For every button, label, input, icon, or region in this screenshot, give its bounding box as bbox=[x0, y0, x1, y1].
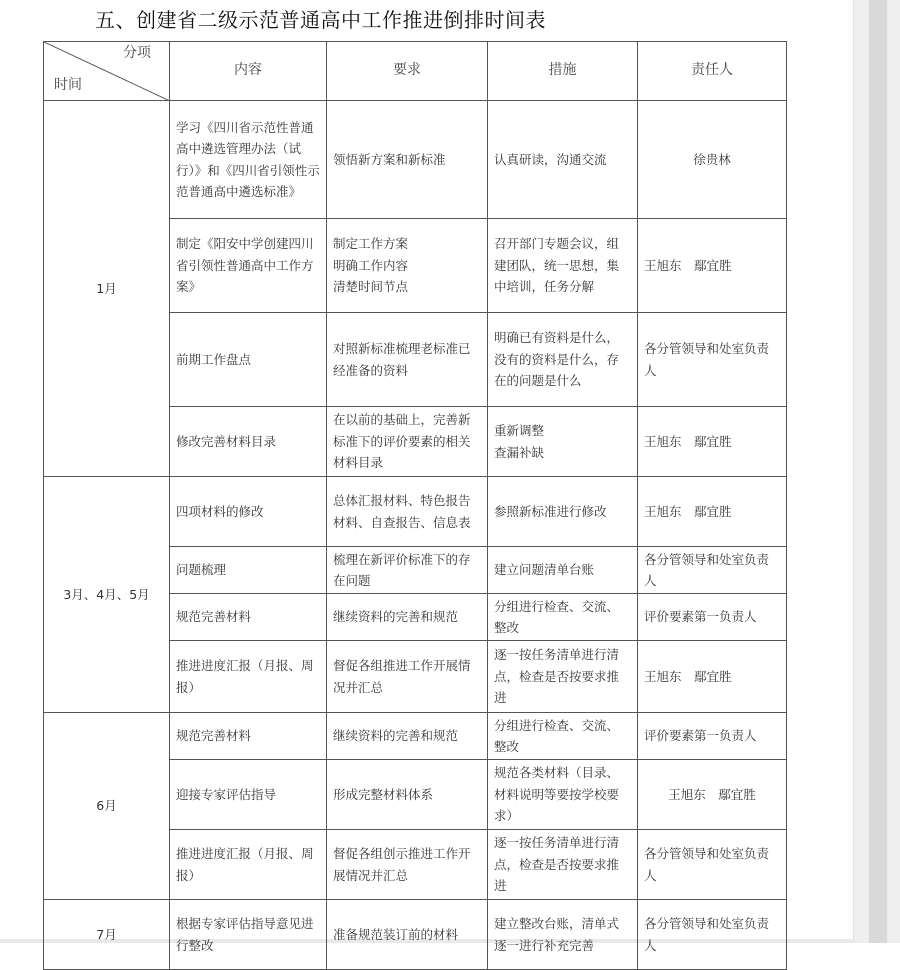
content-cell: 推进进度汇报（月报、周报） bbox=[170, 641, 327, 713]
requirement-cell: 制定工作方案 明确工作内容 清楚时间节点 bbox=[327, 219, 488, 313]
vertical-scrollbar[interactable] bbox=[853, 0, 900, 943]
measures-cell: 明确已有资料是什么，没有的资料是什么，存在的问题是什么 bbox=[488, 313, 638, 407]
requirement-cell: 总体汇报材料、特色报告材料、自查报告、信息表 bbox=[327, 477, 488, 547]
header-row bbox=[44, 42, 787, 101]
content-cell: 学习《四川省示范性普通高中遴选管理办法（试行）》和《四川省引领性示范普通高中遴选标准》 bbox=[170, 101, 327, 219]
content-cell: 前期工作盘点 bbox=[170, 313, 327, 407]
owner-cell: 各分管领导和处室负责人 bbox=[638, 900, 787, 970]
measures-cell: 建立问题清单台账 bbox=[488, 547, 638, 594]
header-owner: 责任人 bbox=[638, 42, 787, 101]
owner-cell: 王旭东 鄢宜胜 bbox=[638, 641, 787, 713]
month-cell: 3月、4月、5月 bbox=[44, 477, 170, 713]
content-cell: 根据专家评估指导意见进行整改 bbox=[170, 900, 327, 970]
owner-cell: 王旭东 鄢宜胜 bbox=[638, 477, 787, 547]
requirement-cell: 在以前的基础上，完善新标准下的评价要素的相关材料目录 bbox=[327, 407, 488, 477]
table-row bbox=[44, 900, 787, 970]
month-cell: 6月 bbox=[44, 713, 170, 900]
header-content: 内容 bbox=[170, 42, 327, 101]
requirement-cell: 对照新标准梳理老标准已经准备的资料 bbox=[327, 313, 488, 407]
measures-cell: 规范各类材料（目录、材料说明等要按学校要求） bbox=[488, 760, 638, 830]
owner-cell: 各分管领导和处室负责人 bbox=[638, 547, 787, 594]
owner-cell: 王旭东 鄢宜胜 bbox=[638, 407, 787, 477]
document-title: 五、创建省二级示范普通高中工作推进倒排时间表 bbox=[95, 8, 546, 32]
owner-cell: 王旭东 鄢宜胜 bbox=[638, 760, 787, 830]
owner-cell: 各分管领导和处室负责人 bbox=[638, 313, 787, 407]
owner-cell: 徐贵林 bbox=[638, 101, 787, 219]
table-row bbox=[44, 477, 787, 547]
measures-cell: 召开部门专题会议，组建团队，统一思想，集中培训，任务分解 bbox=[488, 219, 638, 313]
diagonal-header-cell bbox=[44, 42, 170, 101]
owner-cell: 评价要素第一负责人 bbox=[638, 594, 787, 641]
header-category-label: 分项 bbox=[123, 45, 151, 61]
measures-cell: 分组进行检查、交流、整改 bbox=[488, 713, 638, 760]
header-requirement: 要求 bbox=[327, 42, 488, 101]
measures-cell: 认真研读，沟通交流 bbox=[488, 101, 638, 219]
table-row bbox=[44, 101, 787, 219]
requirement-cell: 梳理在新评价标准下的存在问题 bbox=[327, 547, 488, 594]
schedule-table bbox=[43, 41, 787, 970]
content-cell: 迎接专家评估指导 bbox=[170, 760, 327, 830]
measures-cell: 逐一按任务清单进行清点，检查是否按要求推进 bbox=[488, 830, 638, 900]
requirement-cell: 督促各组推进工作开展情况并汇总 bbox=[327, 641, 488, 713]
requirement-cell: 继续资料的完善和规范 bbox=[327, 594, 488, 641]
requirement-cell: 形成完整材料体系 bbox=[327, 760, 488, 830]
content-cell: 规范完善材料 bbox=[170, 594, 327, 641]
content-cell: 规范完善材料 bbox=[170, 713, 327, 760]
requirement-cell: 继续资料的完善和规范 bbox=[327, 713, 488, 760]
content-cell: 推进进度汇报（月报、周报） bbox=[170, 830, 327, 900]
measures-cell: 参照新标准进行修改 bbox=[488, 477, 638, 547]
requirement-cell: 领悟新方案和新标准 bbox=[327, 101, 488, 219]
content-cell: 问题梳理 bbox=[170, 547, 327, 594]
measures-cell: 重新调整 查漏补缺 bbox=[488, 407, 638, 477]
month-cell: 7月 bbox=[44, 900, 170, 970]
table-row bbox=[44, 713, 787, 760]
measures-cell: 分组进行检查、交流、整改 bbox=[488, 594, 638, 641]
owner-cell: 各分管领导和处室负责人 bbox=[638, 830, 787, 900]
scrollbar-thumb[interactable] bbox=[869, 0, 887, 943]
requirement-cell: 准备规范装订前的材料 bbox=[327, 900, 488, 970]
content-cell: 四项材料的修改 bbox=[170, 477, 327, 547]
month-cell: 1月 bbox=[44, 101, 170, 477]
measures-cell: 逐一按任务清单进行清点，检查是否按要求推进 bbox=[488, 641, 638, 713]
requirement-cell: 督促各组创示推进工作开展情况并汇总 bbox=[327, 830, 488, 900]
owner-cell: 王旭东 鄢宜胜 bbox=[638, 219, 787, 313]
owner-cell: 评价要素第一负责人 bbox=[638, 713, 787, 760]
header-measures: 措施 bbox=[488, 42, 638, 101]
content-cell: 制定《阳安中学创建四川省引领性普通高中工作方案》 bbox=[170, 219, 327, 313]
measures-cell: 建立整改台账，清单式逐一进行补充完善 bbox=[488, 900, 638, 970]
content-cell: 修改完善材料目录 bbox=[170, 407, 327, 477]
header-time-label: 时间 bbox=[54, 77, 82, 93]
